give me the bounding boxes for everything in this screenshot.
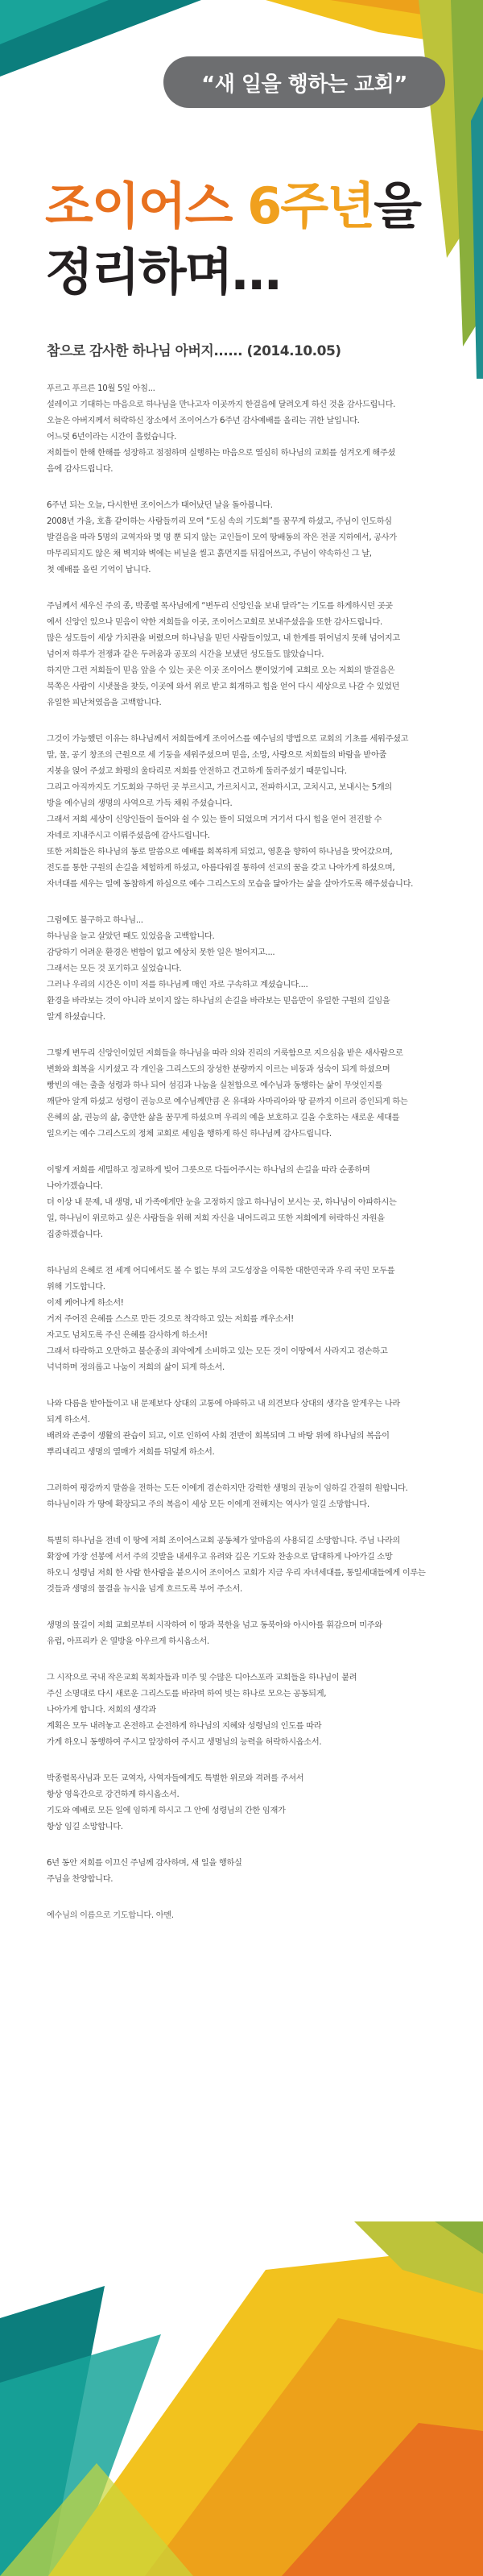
letter-line: 방을 예수님의 생명의 사역으로 가득 채워 주셨습니다. [47,799,233,808]
letter-line: 유일한 피난처였음을 고백합니다. [47,699,162,707]
letter-line: 나와 다름을 받아들이고 내 문제보다 상대의 고통에 아파하고 내 의견보다 상대의 생각을 알게우는 나라 [47,1400,400,1408]
letter-line: 6주년 되는 오늘, 다시한번 조이어스가 태어났던 날을 돌아봅니다. [47,501,273,510]
letter-paragraph [47,1670,448,1751]
letter-line: 그렇게 변두리 신앙인이었던 저희들을 하나님을 따라 의와 진리의 거룩함으로 지으심을 받은 새사람으로 [47,1049,403,1058]
letter-line: 계획은 모두 내려놓고 온전하고 순전하게 하나님의 지혜와 성령님의 인도를 따라 [47,1722,322,1731]
letter-body [47,381,448,1944]
letter-line: 저희들이 한해 한해를 성장하고 점점하며 실행하는 마음으로 열심히 하나님의 교회를 섬겨오게 해주셨 [47,449,396,458]
letter-line: 이렇게 저희를 세밀하고 정교하게 빚어 그릇으로 다듬어주시는 하나님의 손길을 따라 순종하며 [47,1166,370,1175]
letter-paragraph [47,1908,448,1924]
letter-line: 항상 영육간으로 강건하게 하시옵소서. [47,1790,180,1799]
letter-line: 그러하여 평강까지 말씀을 전하는 도든 이에게 겸손하지만 강력한 생명의 권능이 임하길 간절히 원합니다. [47,1484,408,1493]
letter-line: 그래서 타락하고 오만하고 불순종의 죄악에게 소비하고 있는 모든 것이 이땅에서 사라지고 겸손하고 [47,1347,388,1356]
letter-heading: 참으로 감사한 하나님 아버지...... (2014.10.05) [47,343,341,359]
letter-line: 확장에 가장 선봉에 서서 주의 깃발을 내세우고 유려와 깊은 기도와 찬송으로 답대하게 나아가길 소망 [47,1553,393,1562]
letter-paragraph [47,913,448,1026]
letter-paragraph [47,732,448,893]
letter-line: 발걸음을 따라 5명의 교역자와 몇 명 뿐 되지 않는 교인들이 모여 땅배동의 작은 전골 지하에서, 공사가 [47,533,397,542]
letter-line: 하나님의 은혜로 전 세계 어디에서도 볼 수 없는 부의 고도성장을 이룩한 대한민국과 우리 국민 모두를 [47,1267,395,1276]
letter-line: 하지만 그런 저희들이 믿음 앞을 수 있는 곳은 이곳 조이어스 뿐이었기에 교회로 오는 저희의 발걸음은 [47,666,395,675]
letter-line: 넉넉하며 정의롭고 나눔이 저희의 삶이 되게 하소서. [47,1363,225,1372]
letter-line: 하나님을 늘고 살았던 때도 있었음을 고백합니다. [47,932,215,941]
slogan-badge [163,56,445,108]
letter-paragraph [47,381,448,478]
letter-paragraph [47,1856,448,1888]
letter-line: 나아가게 합니다. 저희의 생각과 [47,1706,156,1715]
letter-line: 6년 동안 저희를 이끄신 주님께 감사하며, 새 일을 행하실 [47,1859,242,1868]
letter-line: 예수님의 이름으로 기도합니다. 아멘. [47,1911,174,1920]
letter-line: 기도와 예배로 모든 일에 임하게 하시고 그 안에 성령님의 간한 임재가 [47,1807,286,1815]
letter-line: 집중하겠습니다. [47,1230,103,1239]
letter-line: 유럽, 아프리카 온 열방을 아우르게 하시옵소서. [47,1637,209,1646]
title-part-1: 조이어스 [45,176,232,235]
bottom-decoration [0,2221,483,2576]
letter-line: 은혜의 삶, 권능의 삶, 충만한 삶을 꿈꾸게 하셨으며 우리의 예을 보호하고 길을 수호하는 새로운 세대를 [47,1114,400,1122]
letter-line: 마무리되지도 않은 채 벽지와 벽에는 비닐을 씰고 흙먼지를 뒤집어쓰고, 주님이 약속하신 그 날, [47,550,372,558]
letter-line: 그럼에도 불구하고 하나님... [47,916,143,925]
letter-line: 자네로 지내주시고 이뤄주셨음에 감사드립니다. [47,832,210,840]
letter-line: 오늘은 아버지께서 허락하신 장소에서 조이어스가 6주년 감사예배를 올리는 귀한 날입니다. [47,417,360,425]
letter-line: 그러나 우리의 시간은 이미 저를 하나님께 매인 자로 구속하고 계셨습니다.... [47,981,308,989]
letter-line: 음에 감사드립니다. [47,465,114,474]
letter-paragraph [47,1046,448,1143]
letter-line: 것들과 생명의 물결을 뉴시을 넘게 흐르도록 부어 주소서. [47,1585,242,1594]
title-line-2: 정리하며… [45,243,280,301]
letter-line: 또한 저희들은 하나님의 동로 말씀으로 예배를 회복하게 되었고, 영혼을 향하여 하나님을 맛어갔으며, [47,848,393,857]
page-title [45,173,464,305]
letter-line: 되게 하소서. [47,1416,90,1425]
letter-line: 주신 소명대로 다시 새로운 그리스도를 바라며 하여 빗는 하나로 모으는 공동되게, [47,1690,327,1699]
letter-line: 일으키는 예수 그리스도의 정체 교회로 세임을 행하게 하신 하나님께 감사드립니다. [47,1130,332,1139]
letter-line: 지붕을 얹어 주셨고 화평의 울타리로 저희를 안전하고 견고하게 둘러주셨기 때문입니다. [47,767,347,776]
letter-line: 변화와 회복을 시키셨고 각 개인을 그리스도의 장성한 분량까지 이르는 비둥과 성숙이 되게 하셨으며 [47,1065,390,1074]
letter-line: 더 이상 내 문제, 내 생명, 내 가족에게만 눈을 고정하지 않고 하나님이 보시는 곳, 하나님이 아파하시는 [47,1198,397,1207]
letter-line: 이제 케어나게 하소서! [47,1299,124,1308]
letter-line: 자고도 넘치도록 주신 은혜를 감사하게 하소서! [47,1331,208,1340]
letter-line: 뿌리내리고 생명의 열매가 저희를 뒤덮게 하소서. [47,1448,215,1457]
letter-line: 위해 기도합니다. [47,1283,105,1292]
letter-line: 배려와 존중이 생활의 관습이 되고, 이로 인하여 사회 전반이 회복되며 그 바탕 위에 하나님의 복음이 [47,1432,390,1441]
title-part-3: 을 [374,176,421,235]
letter-line: 설레이고 기대하는 마음으로 하나님을 만나고자 이곳까지 한걸음에 달려오게 하신 것을 감사드립니다. [47,400,396,409]
letter-paragraph [47,498,448,579]
letter-line: 나아가겠습니다. [47,1182,103,1191]
letter-line: 거저 주어진 은혜를 스스로 만든 것으로 착각하고 있는 저희를 깨우소서! [47,1315,294,1324]
letter-line: 가게 하오니 동행하여 주시고 앞장하여 주시고 생명님의 능력을 허락하시옵소서. [47,1738,322,1747]
letter-line: 빵빈의 애는 출출 성령과 하나 되어 섬김과 나눔을 실천함으로 예수님과 동행하는 삶이 무엇인지를 [47,1081,382,1090]
letter-line: 그래서는 모든 것 포기하고 싶었습니다. [47,964,182,973]
letter-line: 넘어져 하루가 전쟁과 같은 두려움과 공포의 시간을 보냈던 성도들도 많았습니다. [47,650,324,659]
title-line-1 [45,173,464,239]
letter-paragraph [47,1618,448,1650]
letter-line: 푸르고 푸르른 10월 5일 아침... [47,384,155,393]
letter-paragraph [47,599,448,711]
letter-paragraph [47,1771,448,1836]
letter-line: 주님께서 세우신 주의 종, 박종렬 목사님에게 “변두리 신앙인을 보내 달라”는 기도를 하게하시던 곳곳 [47,602,393,611]
letter-paragraph [47,1533,448,1598]
letter-line: 주님을 찬양합니다. [47,1875,114,1884]
letter-line: 전도를 통한 구원의 손길을 체험하게 하셨고, 아름다워질 통하여 선교의 꿈을 갖고 나아가게 하셨으며, [47,864,395,873]
letter-line: 그리고 아직까지도 기도회와 구하던 곳 부르시고, 가르치시고, 전파하시고, 고치시고, 보내시는 5개의 [47,783,392,792]
letter-line: 그것이 가능했던 이유는 하나님께서 저희들에게 조이어스를 예수님의 방법으로 교회의 기초를 세워주셨고 [47,735,409,744]
letter-line: 알게 하셨습니다. [47,1013,105,1022]
letter-line: 첫 예배를 올린 기억이 납니다. [47,566,151,575]
letter-line: 그 시작으로 국내 작은교회 목회자들과 미주 및 수많은 디아스포라 교회들을 하나님이 붙려 [47,1674,357,1682]
letter-line: 환경을 바라보는 것이 아니라 보이지 않는 하나님의 손길을 바라보는 믿음만이 유일한 구원의 길임을 [47,997,390,1006]
letter-line: 많은 성도들이 세상 가치관을 버렸으며 하나님을 믿던 사람들이었고, 내 한계를 뛰어넘지 못해 넘어지고 [47,634,400,643]
letter-paragraph [47,1481,448,1513]
letter-line: 일, 하나님이 위로하고 싶은 사람들을 위해 저희 자신을 내어드리고 또한 저희에게 허락하신 자원을 [47,1214,385,1223]
slogan-text: “새 일을 행하는 교회” [201,72,407,97]
letter-line: 특별히 하나님을 전네 이 땅에 저희 조이어스교회 공동체가 앞마음의 사용되길 소망합니다. 주님 나라의 [47,1537,400,1545]
letter-line: 북쪽은 사람이 시냇물을 찾듯, 이곳에 와서 위로 받고 회개하고 힘을 얻어 다시 세상으로 나갈 수 있었던 [47,682,400,691]
letter-line: 항상 임길 소망합니다. [47,1823,123,1831]
letter-line: 하오니 성령님 저희 한 사람 한사람을 붙으시어 조이어스 교회가 지금 우리 자녀세대를, 통일세대들에게 이루는 [47,1569,426,1578]
letter-line: 어느덧 6년이라는 시간이 흘렀습니다. [47,433,177,442]
letter-line: 에서 신앙인 있으나 믿음이 약한 저희들을 이곳, 조이어스교회로 보내주셨음을 또한 감사드립니다. [47,618,382,627]
letter-line: 그래서 저희 세상이 신앙인들이 들어와 쉴 수 있는 뜰이 되었으며 거기서 다시 힘을 얻어 전진할 수 [47,815,382,824]
letter-paragraph [47,1263,448,1376]
letter-line: 말, 물, 공기 창조의 근원으로 세 기둥을 세워주셨으며 믿음, 소망, 사랑으로 저희들의 바람을 받아줄 [47,751,387,760]
title-part-2: 6주년 [247,176,374,235]
letter-line: 2008년 가을, 호흡 같이하는 사람들끼리 모여 “도심 속의 기도회”를 꿈꾸게 하셨고, 주님이 인도하심 [47,517,392,526]
letter-paragraph [47,1163,448,1243]
letter-line: 하나님이라 가 땅에 확장되고 주의 복음이 세상 모든 이에게 전해지는 역사가 일길 소망합니다. [47,1500,369,1509]
letter-line: 감당하기 어려운 환경은 변함이 없고 예상치 못한 일은 벌어지고.... [47,948,275,957]
letter-paragraph [47,1396,448,1461]
letter-line: 생명의 물길이 저희 교회로부터 시작하여 이 땅과 북한을 넘고 동북아와 아시아를 휘감으며 미주와 [47,1621,382,1630]
letter-line: 깨닫아 알게 하셨고 성령이 권능으로 예수님께만큼 온 유대와 사마리아와 땅 끝까지 이르러 증인되게 하는 [47,1097,408,1106]
letter-line: 박종렬목사님과 모든 교역자, 사역자들에게도 특별한 위로와 격려를 주셔서 [47,1774,304,1783]
letter-line: 자녀대를 세우는 일에 동참하게 하심으로 예수 그리스도의 모습을 닮아가는 삶을 살아가도록 해주셨습니다. [47,880,414,889]
